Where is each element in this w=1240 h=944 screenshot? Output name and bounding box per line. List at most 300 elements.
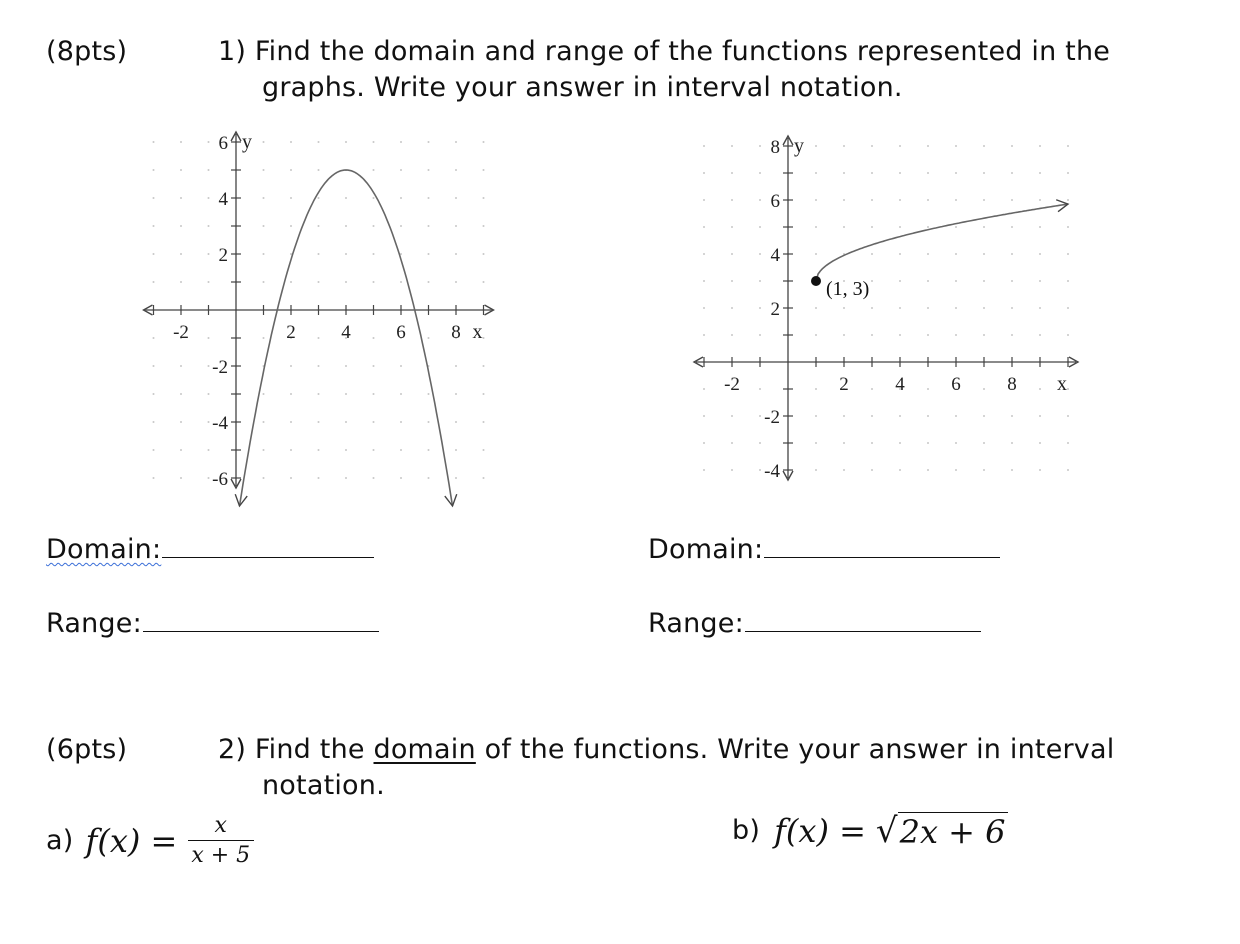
grid-dot <box>345 141 347 143</box>
grid-dot <box>899 280 901 282</box>
grid-dot <box>180 477 182 479</box>
grid-dot <box>927 469 929 471</box>
grid-dot <box>153 393 155 395</box>
grid-dot <box>373 449 375 451</box>
grid-dot <box>983 469 985 471</box>
part-a-expression <box>46 806 254 876</box>
part-b-lhs: f(x) = <box>774 812 866 850</box>
x-tick-label: 6 <box>951 374 961 395</box>
grid-dot <box>400 421 402 423</box>
grid-dot <box>759 172 761 174</box>
grid-dot <box>455 253 457 255</box>
grid-dot <box>1067 253 1069 255</box>
grid-dot <box>345 449 347 451</box>
y-tick-label: -4 <box>764 461 780 482</box>
grid-dot <box>373 421 375 423</box>
question1-text-line1: 1) Find the domain and range of the functions represented in the <box>218 36 1111 67</box>
graph2-start-point <box>811 276 821 286</box>
grid-dot <box>1039 145 1041 147</box>
grid-dot <box>955 307 957 309</box>
grid-dot <box>731 253 733 255</box>
grid-dot <box>899 469 901 471</box>
grid-dot <box>871 226 873 228</box>
grid-dot <box>843 415 845 417</box>
graph2-range-answer-blank[interactable] <box>745 609 981 632</box>
grid-dot <box>927 145 929 147</box>
y-tick-label: -4 <box>212 413 228 434</box>
grid-dot <box>318 365 320 367</box>
grid-dot <box>815 226 817 228</box>
grid-dot <box>955 280 957 282</box>
grid-dot <box>955 199 957 201</box>
grid-dot <box>703 442 705 444</box>
grid-dot <box>483 365 485 367</box>
grid-dot <box>871 307 873 309</box>
grid-dot <box>180 421 182 423</box>
grid-dot <box>731 442 733 444</box>
grid-dot <box>428 477 430 479</box>
grid-dot <box>208 421 210 423</box>
grid-dot <box>815 388 817 390</box>
grid-dot <box>455 169 457 171</box>
part-a-lhs: f(x) = <box>85 822 178 860</box>
grid-dot <box>318 477 320 479</box>
grid-dot <box>153 365 155 367</box>
y-tick-label: 2 <box>218 245 228 266</box>
grid-dot <box>843 469 845 471</box>
grid-dot <box>843 199 845 201</box>
grid-dot <box>208 141 210 143</box>
grid-dot <box>373 281 375 283</box>
grid-dot <box>1039 172 1041 174</box>
grid-dot <box>483 225 485 227</box>
grid-dot <box>263 225 265 227</box>
grid-dot <box>759 199 761 201</box>
grid-dot <box>400 225 402 227</box>
y-tick-label: 6 <box>770 191 780 212</box>
grid-dot <box>1067 199 1069 201</box>
question2-text-underlined: domain <box>373 734 476 765</box>
y-axis-label: y <box>242 131 252 153</box>
grid-dot <box>927 253 929 255</box>
grid-dot <box>180 169 182 171</box>
grid-dot <box>455 365 457 367</box>
grid-dot <box>1039 415 1041 417</box>
grid-dot <box>759 415 761 417</box>
grid-dot <box>843 145 845 147</box>
grid-dot <box>153 449 155 451</box>
part-b-expression <box>732 806 1008 856</box>
grid-dot <box>731 469 733 471</box>
grid-dot <box>180 449 182 451</box>
grid-dot <box>983 388 985 390</box>
grid-dot <box>731 280 733 282</box>
grid-dot <box>899 307 901 309</box>
grid-dot <box>428 393 430 395</box>
part-a-fraction <box>187 812 254 871</box>
graph2-axes <box>694 136 1078 480</box>
y-tick-label: 6 <box>218 133 228 154</box>
grid-dot <box>455 477 457 479</box>
grid-dot <box>1039 442 1041 444</box>
grid-dot <box>373 225 375 227</box>
grid-dot <box>428 225 430 227</box>
grid-dot <box>871 442 873 444</box>
grid-dot <box>815 253 817 255</box>
grid-dot <box>180 393 182 395</box>
grid-dot <box>153 421 155 423</box>
grid-dot <box>1067 388 1069 390</box>
grid-dot <box>263 337 265 339</box>
grid-dot <box>731 334 733 336</box>
grid-dot <box>153 281 155 283</box>
grid-dot <box>731 145 733 147</box>
y-axis-label: y <box>794 135 804 157</box>
grid-dot <box>1067 469 1069 471</box>
grid-dot <box>345 281 347 283</box>
grid-dot <box>899 415 901 417</box>
grid-dot <box>1039 226 1041 228</box>
grid-dot <box>483 393 485 395</box>
grid-dot <box>208 337 210 339</box>
grid-dot <box>1039 307 1041 309</box>
grid-dot <box>871 280 873 282</box>
grid-dot <box>927 307 929 309</box>
grid-dot <box>927 334 929 336</box>
grid-dot <box>815 307 817 309</box>
sqrt-symbol-icon: √ <box>875 811 898 851</box>
grid-dot <box>400 449 402 451</box>
graph2-domain-label: Domain: <box>648 534 764 565</box>
grid-dot <box>731 199 733 201</box>
grid-dot <box>180 253 182 255</box>
grid-dot <box>731 172 733 174</box>
grid-dot <box>1011 280 1013 282</box>
grid-dot <box>955 415 957 417</box>
grid-dot <box>871 334 873 336</box>
graph1-range-answer-blank[interactable] <box>143 609 379 632</box>
grid-dot <box>318 393 320 395</box>
x-tick-label: 8 <box>451 322 461 343</box>
grid-dot <box>759 253 761 255</box>
x-tick-label: -2 <box>724 374 740 395</box>
grid-dot <box>1011 226 1013 228</box>
graph2-start-point-label: (1, 3) <box>826 278 870 300</box>
grid-dot <box>290 393 292 395</box>
grid-dot <box>455 281 457 283</box>
grid-dot <box>290 365 292 367</box>
grid-dot <box>815 145 817 147</box>
grid-dot <box>703 334 705 336</box>
grid-dot <box>345 477 347 479</box>
graph1-domain-answer-blank[interactable] <box>162 535 374 558</box>
grid-dot <box>373 253 375 255</box>
grid-dot <box>373 365 375 367</box>
grid-dot <box>263 169 265 171</box>
grid-dot <box>1011 145 1013 147</box>
graph1-range-row <box>46 606 379 642</box>
grid-dot <box>927 280 929 282</box>
grid-dot <box>927 172 929 174</box>
grid-dot <box>428 281 430 283</box>
grid-dot <box>759 334 761 336</box>
grid-dot <box>428 169 430 171</box>
graph2-grid-dots <box>703 145 1069 471</box>
grid-dot <box>759 280 761 282</box>
grid-dot <box>983 226 985 228</box>
grid-dot <box>1067 172 1069 174</box>
grid-dot <box>1067 145 1069 147</box>
grid-dot <box>400 197 402 199</box>
grid-dot <box>815 415 817 417</box>
grid-dot <box>483 169 485 171</box>
grid-dot <box>153 253 155 255</box>
graph2-range-label: Range: <box>648 608 744 639</box>
grid-dot <box>290 169 292 171</box>
grid-dot <box>318 169 320 171</box>
grid-dot <box>983 442 985 444</box>
grid-dot <box>899 199 901 201</box>
grid-dot <box>345 421 347 423</box>
grid-dot <box>1011 442 1013 444</box>
grid-dot <box>927 199 929 201</box>
x-tick-label: 4 <box>895 374 905 395</box>
x-axis-label: x <box>472 321 483 343</box>
grid-dot <box>983 415 985 417</box>
grid-dot <box>153 141 155 143</box>
grid-dot <box>180 365 182 367</box>
grid-dot <box>208 365 210 367</box>
grid-dot <box>983 280 985 282</box>
grid-dot <box>815 199 817 201</box>
grid-dot <box>1039 280 1041 282</box>
grid-dot <box>927 442 929 444</box>
grid-dot <box>871 415 873 417</box>
grid-dot <box>263 421 265 423</box>
grid-dot <box>843 172 845 174</box>
grid-dot <box>318 225 320 227</box>
grid-dot <box>483 141 485 143</box>
grid-dot <box>899 253 901 255</box>
grid-dot <box>153 477 155 479</box>
grid-dot <box>290 477 292 479</box>
grid-dot <box>455 393 457 395</box>
grid-dot <box>153 197 155 199</box>
question1-points: (8pts) <box>46 36 128 67</box>
question2-text-pre: 2) Find the <box>218 734 374 765</box>
x-axis-label: x <box>1057 373 1067 395</box>
grid-dot <box>428 449 430 451</box>
grid-dot <box>290 281 292 283</box>
grid-dot <box>428 337 430 339</box>
grid-dot <box>955 469 957 471</box>
y-tick-label: 2 <box>770 299 780 320</box>
grid-dot <box>1011 334 1013 336</box>
question1-text-line2: graphs. Write your answer in interval notation. <box>262 72 903 103</box>
grid-dot <box>373 477 375 479</box>
grid-dot <box>318 337 320 339</box>
part-b-radicand: 2x + 6 <box>899 812 1006 851</box>
grid-dot <box>1067 442 1069 444</box>
grid-dot <box>927 388 929 390</box>
grid-dot <box>318 421 320 423</box>
grid-dot <box>373 197 375 199</box>
grid-dot <box>1011 415 1013 417</box>
grid-dot <box>263 477 265 479</box>
grid-dot <box>290 225 292 227</box>
grid-dot <box>208 197 210 199</box>
grid-dot <box>373 141 375 143</box>
grid-dot <box>318 197 320 199</box>
grid-dot <box>208 281 210 283</box>
x-tick-label: 2 <box>286 322 296 343</box>
grid-dot <box>899 145 901 147</box>
y-tick-label: 4 <box>218 189 228 210</box>
grid-dot <box>1039 388 1041 390</box>
grid-dot <box>1011 469 1013 471</box>
grid-dot <box>843 226 845 228</box>
grid-dot <box>1067 307 1069 309</box>
grid-dot <box>815 334 817 336</box>
grid-dot <box>843 334 845 336</box>
grid-dot <box>703 415 705 417</box>
grid-dot <box>483 337 485 339</box>
grid-dot <box>899 226 901 228</box>
grid-dot <box>400 365 402 367</box>
grid-dot <box>400 281 402 283</box>
graph2-domain-row <box>648 532 1000 568</box>
grid-dot <box>428 197 430 199</box>
y-tick-label: -2 <box>764 407 780 428</box>
grid-dot <box>759 469 761 471</box>
grid-dot <box>208 169 210 171</box>
grid-dot <box>345 393 347 395</box>
grid-dot <box>899 442 901 444</box>
graph2-ticks <box>704 135 1068 482</box>
grid-dot <box>759 226 761 228</box>
grid-dot <box>318 281 320 283</box>
x-tick-label: 4 <box>341 322 351 343</box>
grid-dot <box>318 141 320 143</box>
grid-dot <box>983 334 985 336</box>
grid-dot <box>983 253 985 255</box>
grid-dot <box>180 225 182 227</box>
y-tick-label: 8 <box>770 137 780 158</box>
grid-dot <box>263 253 265 255</box>
grid-dot <box>318 253 320 255</box>
grid-dot <box>1011 199 1013 201</box>
grid-dot <box>290 197 292 199</box>
graph2 <box>660 130 1090 510</box>
grid-dot <box>1011 172 1013 174</box>
grid-dot <box>1039 469 1041 471</box>
grid-dot <box>703 226 705 228</box>
grid-dot <box>180 141 182 143</box>
grid-dot <box>483 281 485 283</box>
part-b-label: b) <box>732 815 761 846</box>
grid-dot <box>927 226 929 228</box>
grid-dot <box>208 393 210 395</box>
part-a-label: a) <box>46 825 74 856</box>
grid-dot <box>927 415 929 417</box>
grid-dot <box>871 469 873 471</box>
grid-dot <box>180 197 182 199</box>
grid-dot <box>899 334 901 336</box>
grid-dot <box>180 281 182 283</box>
grid-dot <box>955 334 957 336</box>
x-tick-label: 2 <box>839 374 849 395</box>
grid-dot <box>400 169 402 171</box>
grid-dot <box>1011 307 1013 309</box>
grid-dot <box>345 225 347 227</box>
grid-dot <box>400 141 402 143</box>
grid-dot <box>455 421 457 423</box>
grid-dot <box>1067 415 1069 417</box>
graph2-range-row <box>648 606 981 642</box>
graph2-domain-answer-blank[interactable] <box>764 535 1000 558</box>
grid-dot <box>400 393 402 395</box>
grid-dot <box>759 145 761 147</box>
grid-dot <box>871 145 873 147</box>
y-tick-label: 4 <box>770 245 780 266</box>
grid-dot <box>955 442 957 444</box>
grid-dot <box>955 172 957 174</box>
grid-dot <box>955 253 957 255</box>
grid-dot <box>871 199 873 201</box>
grid-dot <box>955 226 957 228</box>
y-tick-label: -6 <box>212 469 228 490</box>
grid-dot <box>731 307 733 309</box>
grid-dot <box>759 307 761 309</box>
grid-dot <box>1067 280 1069 282</box>
grid-dot <box>345 197 347 199</box>
grid-dot <box>373 337 375 339</box>
grid-dot <box>318 449 320 451</box>
grid-dot <box>731 226 733 228</box>
grid-dot <box>843 307 845 309</box>
grid-dot <box>483 253 485 255</box>
grid-dot <box>345 365 347 367</box>
grid-dot <box>1067 226 1069 228</box>
grid-dot <box>373 393 375 395</box>
grid-dot <box>983 307 985 309</box>
grid-dot <box>703 469 705 471</box>
grid-dot <box>263 449 265 451</box>
grid-dot <box>703 253 705 255</box>
grid-dot <box>703 172 705 174</box>
grid-dot <box>703 280 705 282</box>
question2-text-post: of the functions. Write your answer in interval <box>475 734 1115 765</box>
grid-dot <box>263 197 265 199</box>
part-a-denominator: x + 5 <box>191 842 251 868</box>
grid-dot <box>703 145 705 147</box>
grid-dot <box>703 307 705 309</box>
grid-dot <box>1039 253 1041 255</box>
grid-dot <box>815 172 817 174</box>
grid-dot <box>208 253 210 255</box>
grid-dot <box>871 253 873 255</box>
grid-dot <box>955 145 957 147</box>
grid-dot <box>983 172 985 174</box>
grid-dot <box>290 421 292 423</box>
grid-dot <box>759 388 761 390</box>
grid-dot <box>263 393 265 395</box>
grid-dot <box>871 172 873 174</box>
grid-dot <box>703 388 705 390</box>
x-tick-label: -2 <box>173 322 189 343</box>
graph1-curve-arrows <box>235 494 456 506</box>
y-tick-label: -2 <box>212 357 228 378</box>
